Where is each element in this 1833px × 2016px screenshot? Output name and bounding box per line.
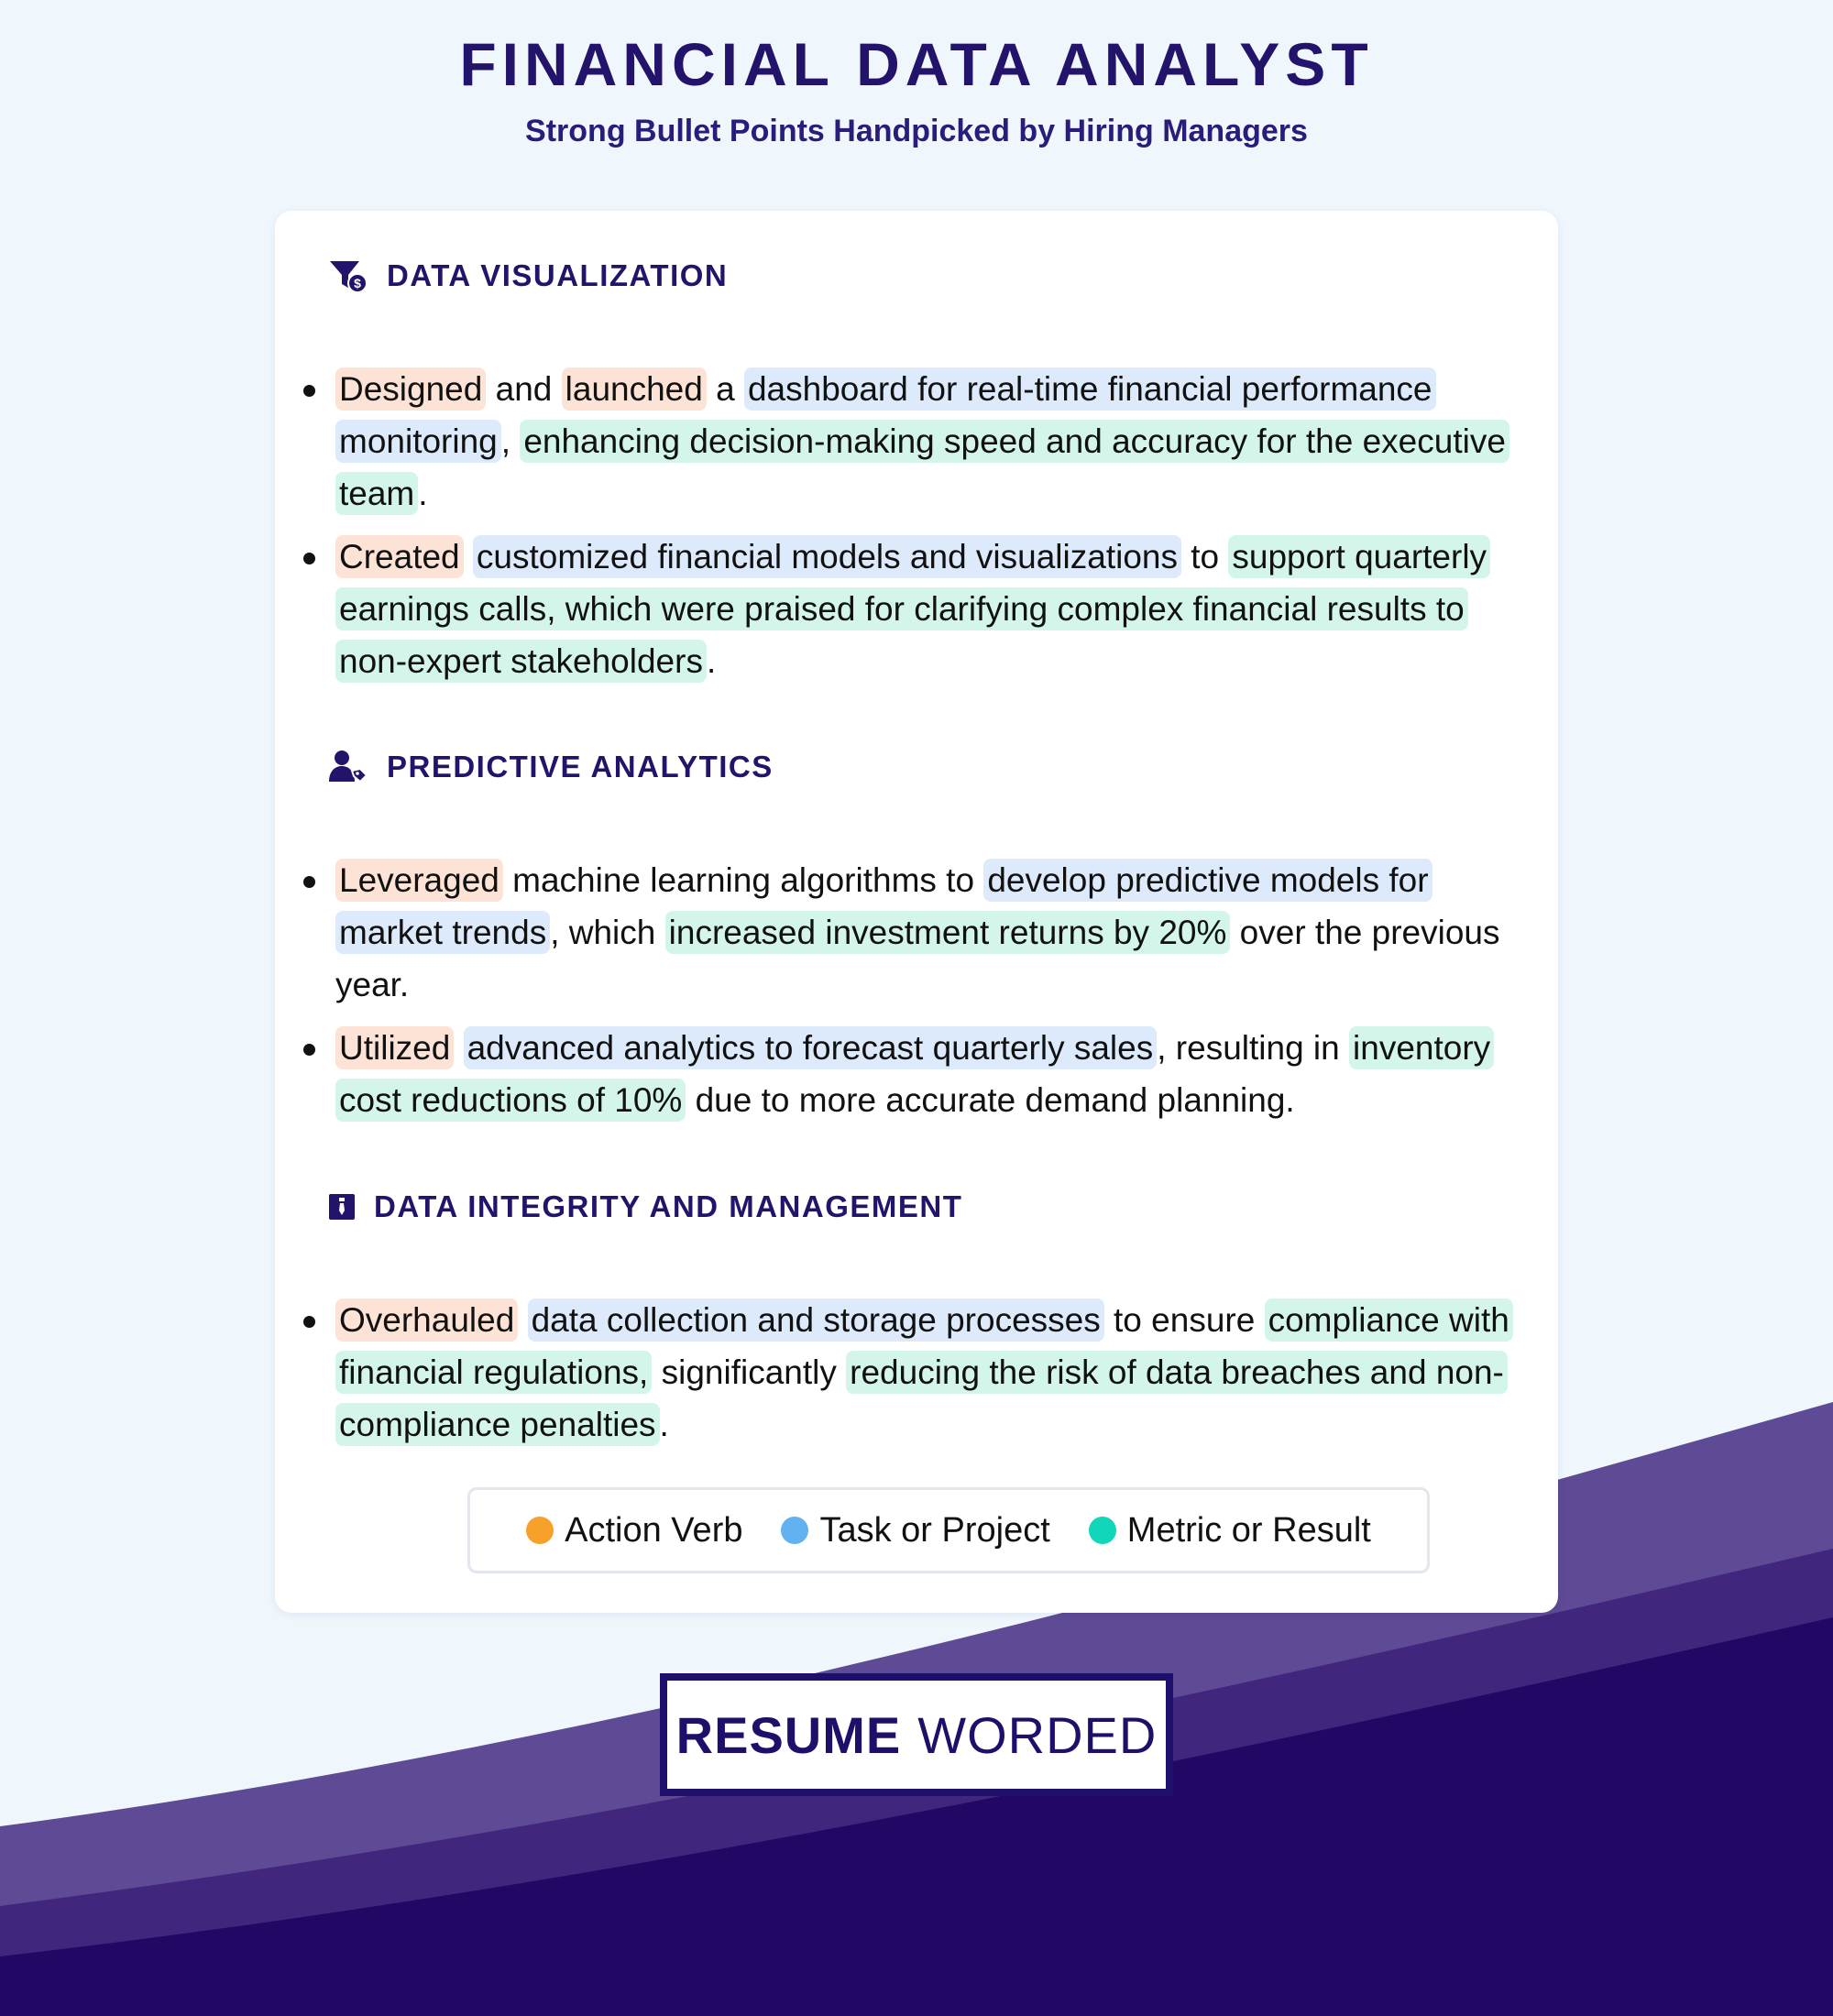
resume-worded-logo: [660, 1673, 1173, 1796]
bullet-text: a: [706, 370, 744, 408]
bullet-text: significantly: [652, 1353, 847, 1391]
section-header: [328, 253, 728, 299]
bullet-point: [275, 1022, 1521, 1126]
highlight-action: Leveraged: [335, 859, 503, 902]
section-title: DATA VISUALIZATION: [387, 258, 729, 292]
bullet-list: [275, 363, 1521, 698]
legend: [467, 1487, 1430, 1573]
bullet-point: [275, 854, 1521, 1011]
highlight-task: advanced analytics to forecast quarterly sales: [464, 1026, 1158, 1069]
highlight-action: Overhauled: [335, 1298, 518, 1342]
highlight-metric: reducing the risk of data breaches and non-compliance penalties: [335, 1351, 1508, 1446]
bullet-text: , which: [550, 914, 665, 951]
funnel-dollar-icon: [328, 257, 368, 294]
legend-dot: [526, 1517, 554, 1544]
page-title: FINANCIAL DATA ANALYST: [459, 30, 1374, 98]
bullet-text: ,: [500, 422, 521, 460]
highlight-action: Created: [335, 535, 464, 578]
bullet-text: .: [659, 1406, 669, 1443]
bullet-text: due to more accurate demand planning.: [686, 1081, 1295, 1119]
bullet-text: [518, 1301, 527, 1339]
legend-item-metric-or-result: [1089, 1511, 1371, 1550]
bullet-text: [464, 538, 473, 575]
bullet-text: over the previous year.: [335, 914, 1500, 1003]
highlight-action: Utilized: [335, 1026, 454, 1069]
bullet-text: .: [706, 642, 717, 680]
section-title: DATA INTEGRITY AND MANAGEMENT: [374, 1189, 963, 1223]
bullet-card: [275, 211, 1558, 1613]
bullet-point: [275, 363, 1521, 520]
legend-dot: [1089, 1517, 1116, 1544]
bullet-text: .: [418, 475, 428, 512]
legend-item-task-or-project: [781, 1511, 1049, 1550]
page-subtitle: Strong Bullet Points Handpicked by Hiring Managers: [525, 114, 1308, 148]
highlight-metric: support quarterly earnings calls, which were praised for clarifying complex financial results to non-expert stakeholders: [335, 535, 1490, 683]
bullet-text: to ensure: [1103, 1301, 1265, 1339]
section-header: [328, 1184, 962, 1230]
highlight-metric: compliance with financial regulations,: [335, 1298, 1513, 1394]
bullet-text: to: [1180, 538, 1229, 575]
bullet-text: machine learning algorithms to: [502, 861, 984, 899]
bullet-list: [275, 1294, 1521, 1462]
svg-text:$: $: [354, 276, 361, 290]
legend-item-action-verb: [526, 1511, 742, 1550]
highlight-action: Designed: [335, 367, 486, 411]
highlight-action: launched: [562, 367, 707, 411]
legend-dot: [781, 1517, 808, 1544]
highlight-task: customized financial models and visualizations: [473, 535, 1181, 578]
legend-label: Action Verb: [565, 1510, 743, 1550]
bullet-list: [275, 854, 1521, 1137]
highlight-metric: increased investment returns by 20%: [665, 911, 1231, 954]
legend-label: Metric or Result: [1126, 1510, 1371, 1550]
bullet-text: , resulting in: [1157, 1029, 1350, 1067]
section-header: [328, 744, 774, 790]
user-tag-icon: [328, 749, 368, 785]
bullet-point: [275, 1294, 1521, 1451]
logo-regular-text: WORDED: [917, 1705, 1158, 1764]
highlight-metric: enhancing decision-making speed and accuracy for the executive team: [335, 420, 1509, 515]
id-badge-icon: [328, 1189, 356, 1225]
bullet-point: [275, 531, 1521, 687]
logo-bold-text: RESUME: [675, 1705, 902, 1764]
highlight-task: develop predictive models for market trends: [335, 859, 1432, 954]
highlight-task: dashboard for real-time financial performance monitoring: [335, 367, 1436, 463]
section-title: PREDICTIVE ANALYTICS: [387, 750, 774, 783]
highlight-metric: inventory cost reductions of 10%: [335, 1026, 1494, 1122]
highlight-task: data collection and storage processes: [528, 1298, 1104, 1342]
bullet-text: and: [486, 370, 562, 408]
legend-label: Task or Project: [819, 1510, 1050, 1550]
bullet-text: [454, 1029, 463, 1067]
